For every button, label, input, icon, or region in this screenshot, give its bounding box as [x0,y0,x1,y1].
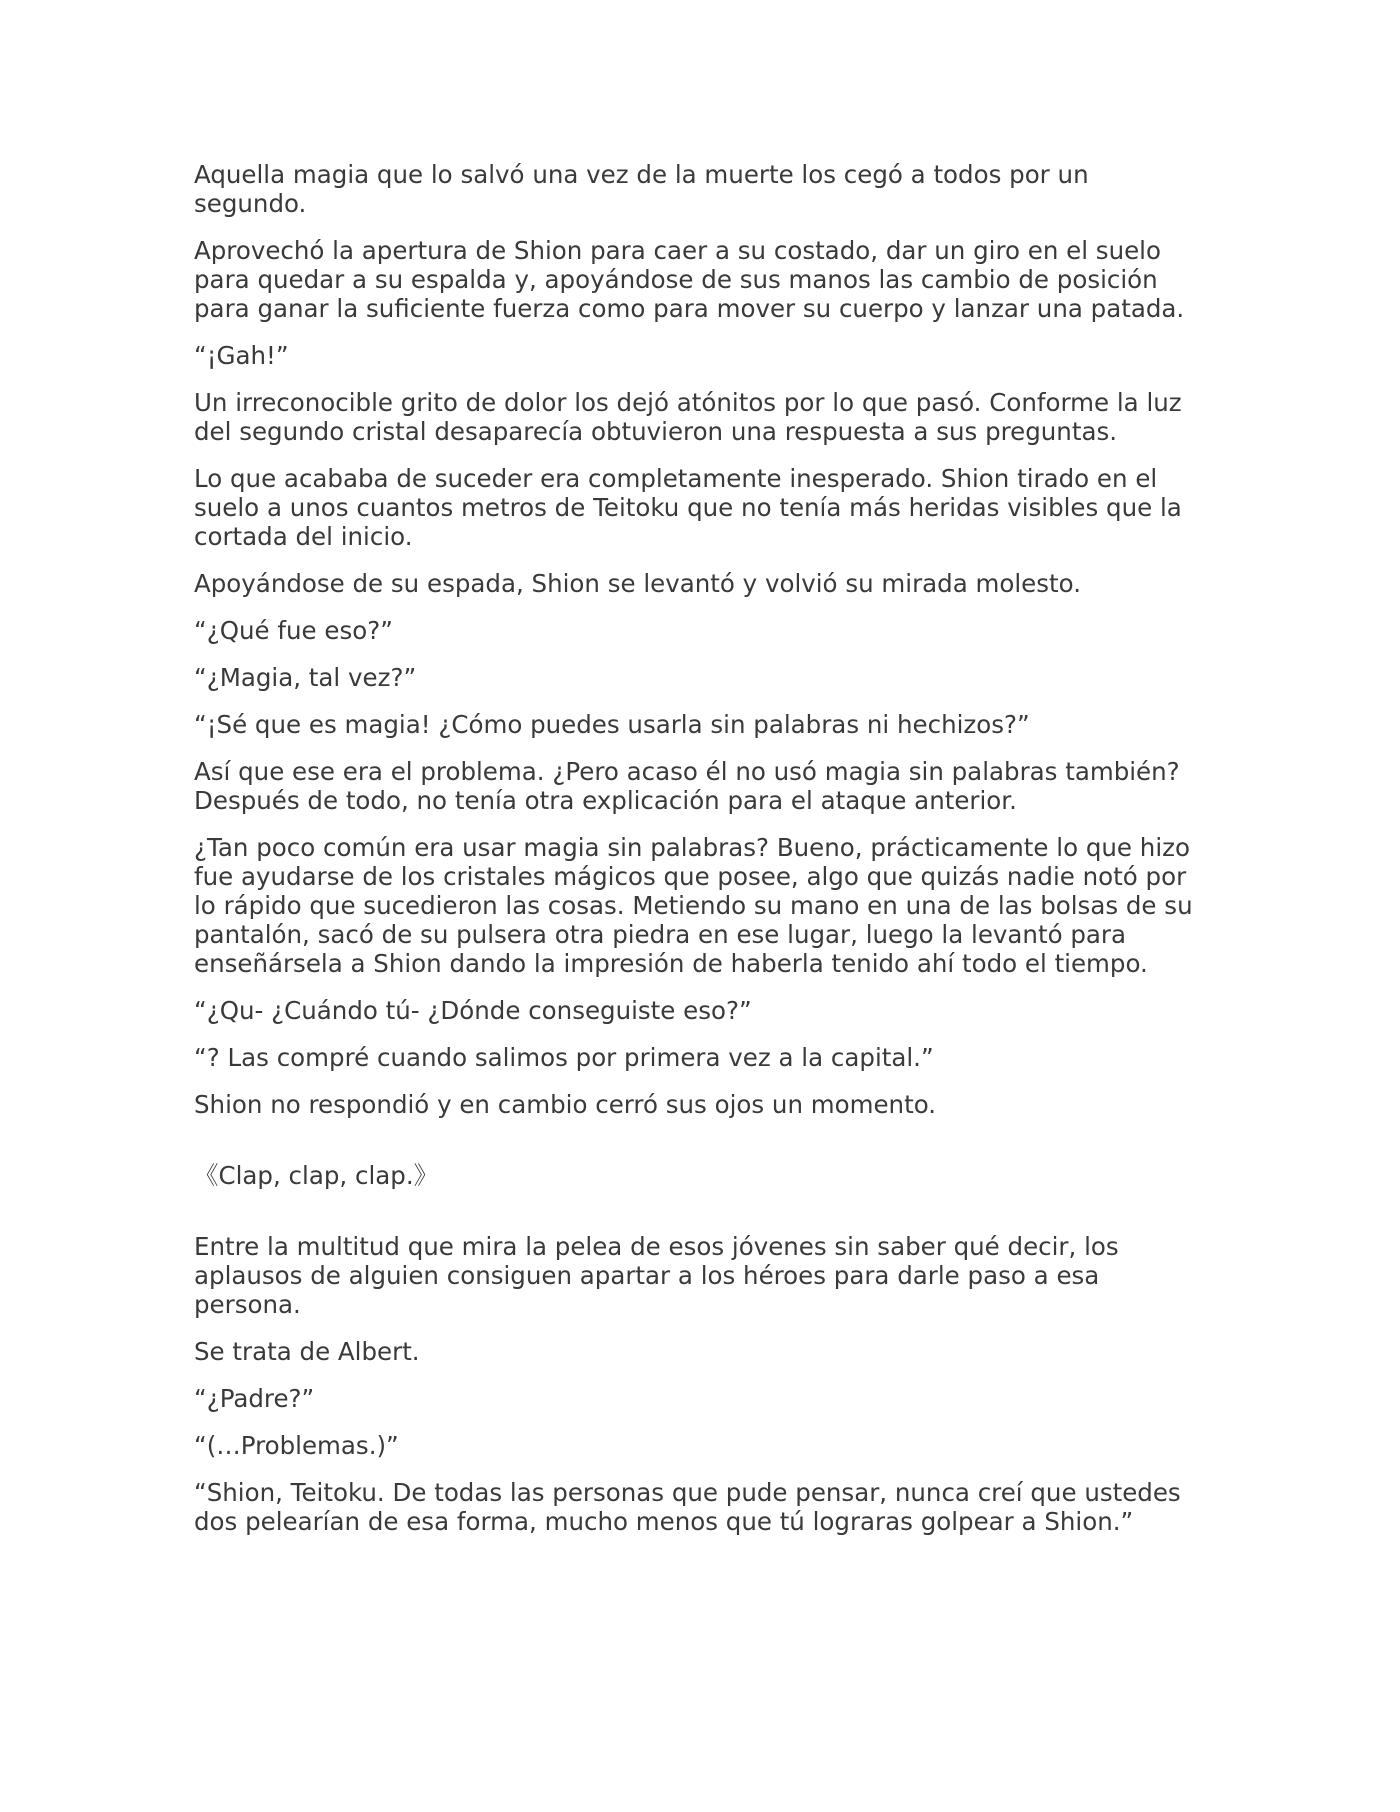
paragraph-2: Aprovechó la apertura de Shion para caer a su costado, dar un giro en el suelo para quedar a su espalda y, apoyándose de sus manos las cambio de posición para ganar la suficiente fuerza como para mover su cuerpo y lanzar una patada. [194,236,1185,323]
paragraph-1: Aquella magia que lo salvó una vez de la muerte los cegó a todos por un segundo. [194,160,1089,218]
paragraph-10: Así que ese era el problema. ¿Pero acaso él no usó magia sin palabras también? Después de todo, no tenía otra explicación para el ataque anterior. [194,757,1180,815]
paragraph-20: “Shion, Teitoku. De todas las personas que pude pensar, nunca creí que ustedes dos pelearían de esa forma, mucho menos que tú lograras golpear a Shion.” [194,1478,1181,1536]
paragraph-13: “? Las compré cuando salimos por primera vez a la capital.” [194,1043,934,1072]
paragraph-9: “¡Sé que es magia! ¿Cómo puedes usarla sin palabras ni hechizos?” [194,710,1030,739]
document-page [194,160,1204,1554]
paragraph-4: Un irreconocible grito de dolor los dejó atónitos por lo que pasó. Conforme la luz del segundo cristal desaparecía obtuvieron una respuesta a sus preguntas. [194,388,1182,446]
paragraph-8: “¿Magia, tal vez?” [194,663,417,692]
sound-effect-line: 《Clap, clap, clap.》 [194,1161,439,1190]
paragraph-19: “(…Problemas.)” [194,1431,399,1460]
paragraph-6: Apoyándose de su espada, Shion se levantó y volvió su mirada molesto. [194,569,1081,598]
paragraph-12: “¿Qu- ¿Cuándo tú- ¿Dónde conseguiste eso?” [194,996,752,1025]
paragraph-18: “¿Padre?” [194,1384,315,1413]
paragraph-5: Lo que acababa de suceder era completamente inesperado. Shion tirado en el suelo a unos cuantos metros de Teitoku que no tenía más heridas visibles que la cortada del inicio. [194,464,1182,551]
paragraph-16: Entre la multitud que mira la pelea de esos jóvenes sin saber qué decir, los aplausos de alguien consiguen apartar a los héroes para darle paso a esa persona. [194,1232,1119,1319]
paragraph-3: “¡Gah!” [194,341,289,370]
paragraph-11: ¿Tan poco común era usar magia sin palabras? Bueno, prácticamente lo que hizo fue ayudarse de los cristales mágicos que posee, algo que quizás nadie notó por lo rápido que sucedieron las cosas. Metiendo su mano en una de las bolsas de su pantalón, sacó de su pulsera otra piedra en ese lugar, luego la levantó para enseñársela a Shion dando la impresión de haberla tenido ahí todo el tiempo. [194,833,1193,978]
paragraph-17: Se trata de Albert. [194,1337,420,1366]
paragraph-7: “¿Qué fue eso?” [194,616,393,645]
paragraph-14: Shion no respondió y en cambio cerró sus ojos un momento. [194,1090,937,1119]
